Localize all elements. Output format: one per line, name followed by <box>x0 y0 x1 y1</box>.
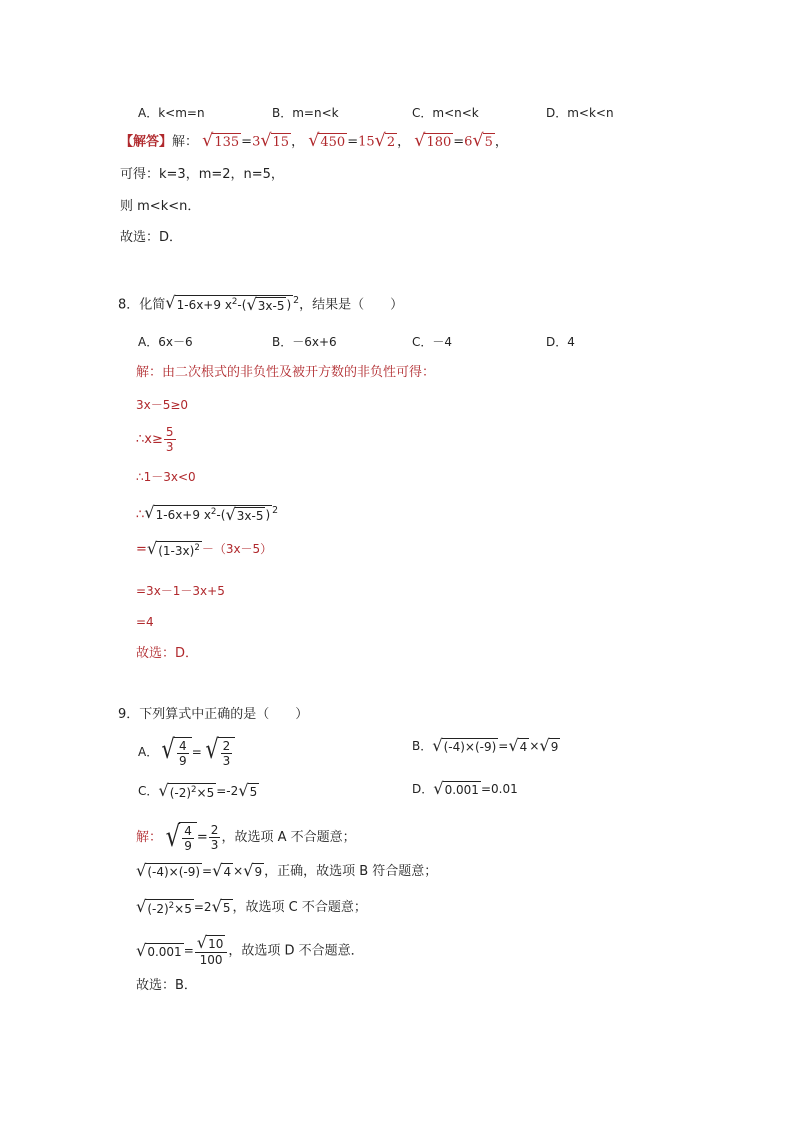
q7-solution-line2: 可得：k=3，m=2，n=5， <box>120 167 284 182</box>
q7-option-b: B．m=n<k <box>272 106 339 120</box>
q9-option-c: C． √ $(-2)^2\times 5$ =-2 √ 5 <box>138 780 258 800</box>
q8-sol-line7: =3x－1－3x+5 <box>136 584 225 598</box>
q8-sol-line2: 3x－5≥0 <box>136 398 189 412</box>
q9-option-a: A． √ $\frac{4}{9}$ = √ $\frac{2}{3}$ <box>138 737 235 768</box>
q9-option-b: B． √ (-4)×(-9) = √ 4 × √ 9 <box>412 736 559 755</box>
q7-solution-line3: 则 m<k<n． <box>120 199 201 214</box>
q8-sol-line5: ∴ √ 1-6x+9 $x^2-$( √ 3x-5 ) $^2$ <box>136 503 279 525</box>
q8-sol-line8: =4 <box>136 615 154 629</box>
q8-option-d: D．4 <box>546 335 575 349</box>
q8-option-a: A．6x－6 <box>138 335 193 349</box>
q8-sol-line9: 故选：D． <box>136 646 199 661</box>
answer-tag: 【解答】 <box>120 134 173 150</box>
q7-option-d: D．m<k<n <box>546 106 614 120</box>
q9-sol-line4: √ 0.001 = √ 10 100 ，故选项 D 不合题意． <box>136 933 364 967</box>
q7-option-a: A．k<m=n <box>138 106 205 120</box>
q8-sol-line3: ∴x≥ $\frac{5}{3}$ <box>136 425 174 454</box>
q8-sol-line1: 解：由二次根式的非负性及被开方数的非负性可得： <box>136 365 436 380</box>
q9-sol-line2: √ (-4)×(-9) = √ 4 × √ 9 ，正确，故选项 B 符合题意； <box>136 861 438 880</box>
q7-solution-line4: 故选：D． <box>120 230 183 245</box>
q8-option-b: B．－6x+6 <box>272 335 337 349</box>
q8-stem: 8．化简 √ 1-6x+9 $x^2-$( √ 3x-5 ) $^2$，结果是（ ） <box>118 293 404 315</box>
q7-solution-line1: 【解答】解： √ 135 =3 √ 15 ， √ 450 =15 √ 2 ， √ 180 =6 √ 5 ， <box>120 131 508 151</box>
q8-sol-line4: ∴1－3x<0 <box>136 470 196 484</box>
q9-sol-line1: 解： √ $\frac{4}{9}$ = $\frac{2}{3}$ ，故选项 A 不合题意； <box>136 819 356 853</box>
q9-sol-line3: √ $(-2)^2\times 5$ =2 √ 5 ，故选项 C 不合题意； <box>136 896 367 916</box>
q7-option-c: C．m<n<k <box>412 106 479 120</box>
q8-sol-line6: = √ $(1-3x)^2$ －（3x－5） <box>136 538 273 558</box>
q9-stem: 9．下列算式中正确的是（ ） <box>118 707 309 722</box>
q9-sol-final: 故选：B． <box>136 978 197 993</box>
q9-option-d: D． √ 0.001 =0.01 <box>412 779 518 798</box>
q8-option-c: C．－4 <box>412 335 453 349</box>
